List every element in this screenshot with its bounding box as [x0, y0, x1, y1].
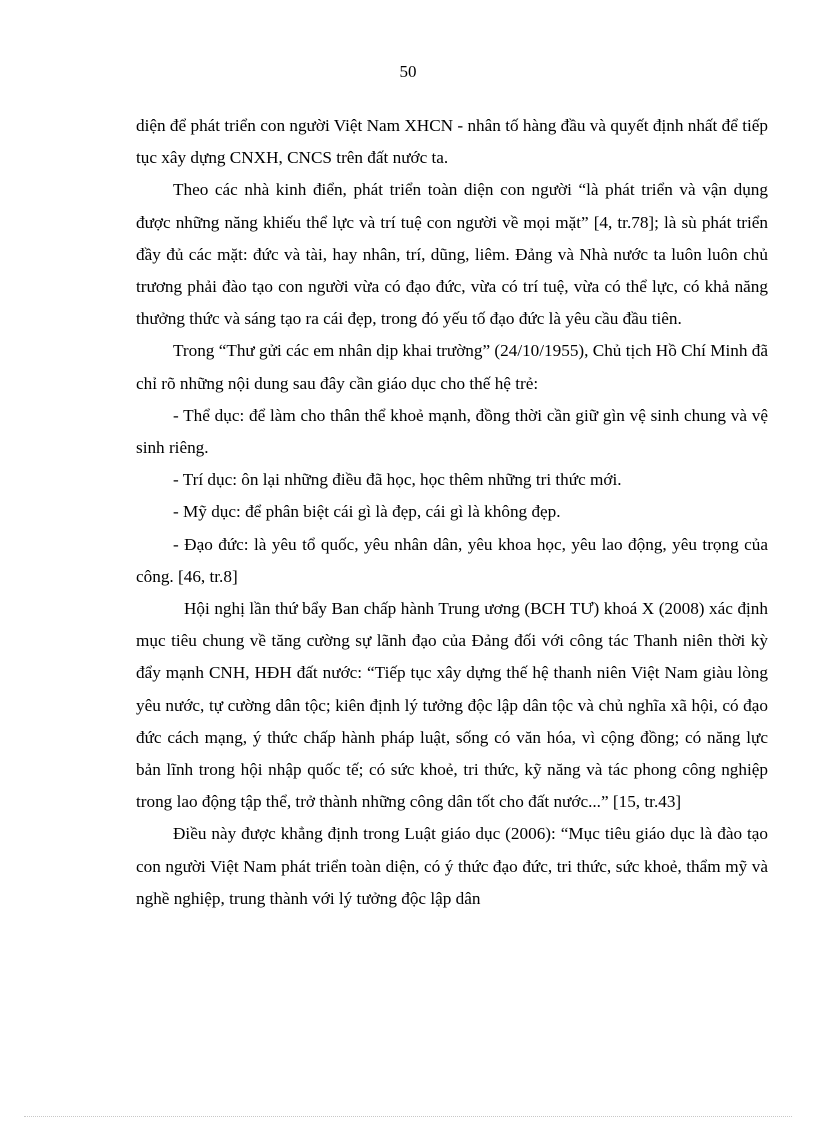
list-item-aesthetic-education: - Mỹ dục: để phân biệt cái gì là đẹp, cái gì là không đẹp. — [173, 502, 561, 522]
page-number: 50 — [399, 62, 417, 81]
page-bottom-divider — [24, 1116, 792, 1117]
paragraph-comprehensive-development: Theo các nhà kinh điển, phát triển toàn diện con người “là phát triển và vận dụng được những năng khiếu thể lực và trí tuệ con người về mọi mặt” [4, tr.78]; là sù phát triển đầy đủ các mặt: đức và tài, hay nhân, trí, dũng, liêm. Đảng và Nhà nước ta luôn luôn chủ trương phải đào tạo con người vừa có đạo đức, vừa có trí tuệ, vừa có thể lực, có khả năng thưởng thức và sáng tạo ra cái đẹp, trong đó yếu tố đạo đức là yêu cầu đầu tiên. — [136, 180, 768, 329]
list-item-physical-education: - Thể dục: để làm cho thân thể khoẻ mạnh, đồng thời cần giữ gìn vệ sinh chung và vệ sinh riêng. — [136, 405, 768, 458]
paragraph-ho-chi-minh-letter: Trong “Thư gửi các em nhân dịp khai trường” (24/10/1955), Chủ tịch Hồ Chí Minh đã chỉ rõ những nội dung sau đây cần giáo dục cho thế hệ trẻ: — [136, 341, 768, 393]
paragraph-continuation: diện để phát triển con người Việt Nam XHCN - nhân tố hàng đầu và quyết định nhất để tiếp tục xây dựng CNXH, CNCS trên đất nước ta. — [136, 116, 768, 168]
list-item-moral-education: - Đạo đức: là yêu tổ quốc, yêu nhân dân, yêu khoa học, yêu lao động, yêu trọng của công. [46, tr.8] — [136, 534, 768, 586]
paragraph-seventh-plenum: Hội nghị lần thứ bẩy Ban chấp hành Trung ương (BCH TƯ) khoá X (2008) xác định mục tiêu chung về tăng cường sự lãnh đạo của Đảng đối với công tác Thanh niên thời kỳ đẩy mạnh CNH, HĐH đất nước: “Tiếp tục xây dựng thế hệ thanh niên Việt Nam giàu lòng yêu nước, tự cường dân tộc; kiên định lý tưởng độc lập dân tộc và chủ nghĩa xã hội, có đạo đức cách mạng, ý thức chấp hành pháp luật, sống có văn hóa, vì cộng đồng; có năng lực bản lĩnh trong hội nhập quốc tế; có sức khoẻ, tri thức, kỹ năng và tác phong công nghiệp trong lao động tập thể, trở thành những công dân tốt cho đất nước...” [15, tr.43] — [136, 599, 768, 812]
document-body — [136, 110, 768, 915]
list-item-intellectual-education: - Trí dục: ôn lại những điều đã học, học thêm những tri thức mới. — [173, 470, 622, 490]
paragraph-education-law: Điều này được khẳng định trong Luật giáo dục (2006): “Mục tiêu giáo dục là đào tạo con người Việt Nam phát triển toàn diện, có ý thức đạo đức, tri thức, sức khoẻ, thẩm mỹ và nghề nghiệp, trung thành với lý tưởng độc lập dân — [136, 824, 768, 908]
